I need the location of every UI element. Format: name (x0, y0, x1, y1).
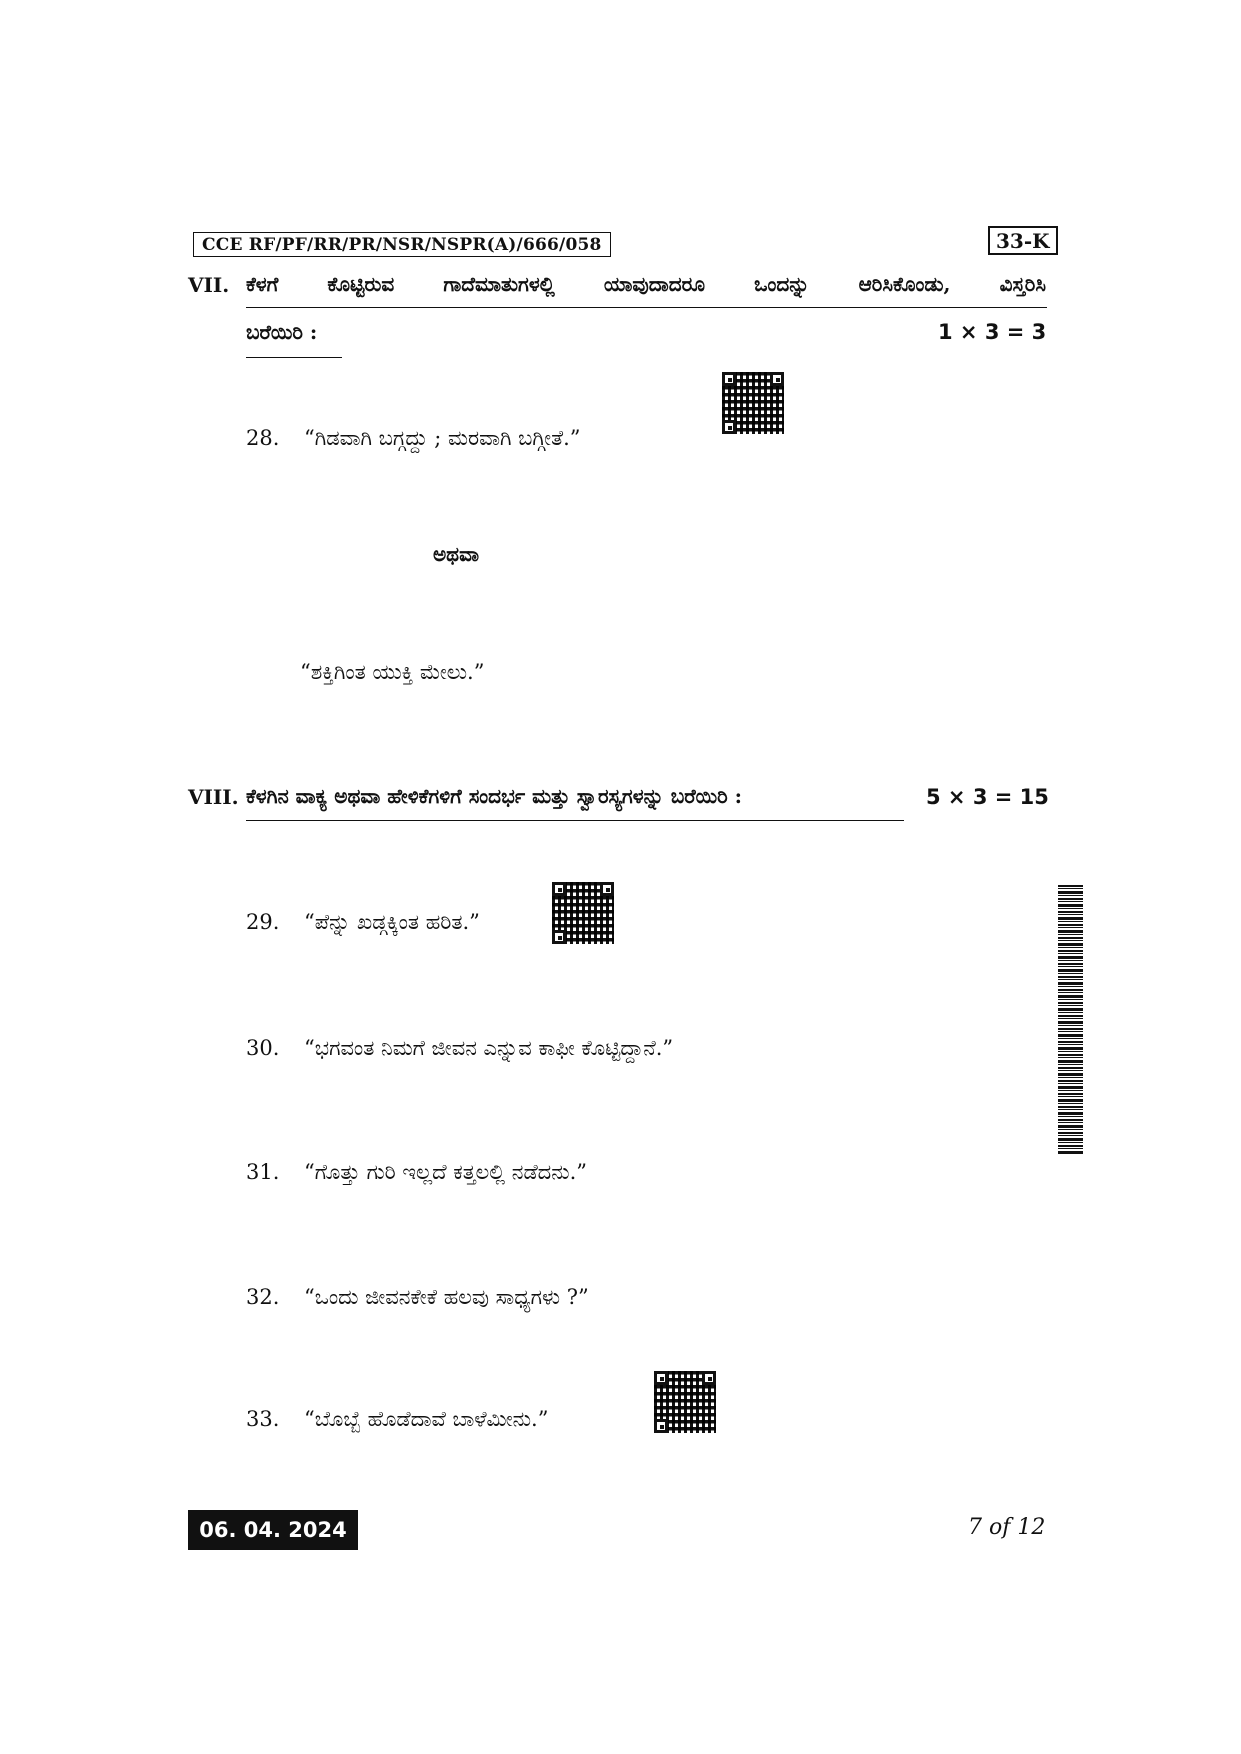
section-vii-marks: 1 × 3 = 3 (938, 320, 1047, 344)
question-33 (246, 1407, 548, 1432)
subject-code: 33-K (988, 226, 1058, 255)
question-number: 30. (246, 1036, 280, 1060)
section-vii-instruction-line2: ಬರೆಯಿರಿ : (246, 320, 318, 344)
question-32 (246, 1285, 589, 1310)
section-vii-number: VII. (188, 273, 230, 297)
question-text: “ಒಂದು ಜೀವನಕೇಕೆ ಹಲವು ಸಾಧ್ಯಗಳು ?” (304, 1285, 589, 1309)
question-text: “ಭಗವಂತ ನಿಮಗೆ ಜೀವನ ಎನ್ನುವ ಕಾಫೀ ಕೊಟ್ಟಿದ್ದಾನೆ.” (304, 1036, 674, 1060)
question-29 (246, 910, 480, 935)
section-vii-underline-2 (246, 357, 342, 358)
section-viii-instruction: ಕೆಳಗಿನ ವಾಕ್ಯ ಅಥವಾ ಹೇಳಿಕೆಗಳಿಗೆ ಸಂದರ್ಭ ಮತ್ತು ಸ್ವಾರಸ್ಯಗಳನ್ನು ಬರೆಯಿರಿ : (246, 784, 743, 808)
question-28-alternative: “ಶಕ್ತಿಗಿಂತ ಯುಕ್ತಿ ಮೇಲು.” (300, 660, 485, 684)
barcode (1058, 885, 1083, 1155)
qr-code (654, 1371, 716, 1433)
question-text: “ಗೊತ್ತು ಗುರಿ ಇಲ್ಲದೆ ಕತ್ತಲಲ್ಲಿ ನಡೆದನು.” (304, 1160, 587, 1184)
question-28 (246, 426, 580, 451)
question-text: “ಪೆನ್ನು ಖಡ್ಗಕ್ಕಿಂತ ಹರಿತ.” (304, 910, 480, 934)
paper-code: CCE RF/PF/RR/PR/NSR/NSPR(A)/666/058 (193, 232, 611, 257)
question-number: 29. (246, 910, 280, 934)
question-number: 33. (246, 1407, 280, 1431)
qr-code (722, 372, 784, 434)
exam-date: 06. 04. 2024 (188, 1510, 358, 1550)
section-viii-underline (246, 820, 904, 821)
question-30 (246, 1036, 673, 1061)
section-viii-marks: 5 × 3 = 15 (926, 785, 1049, 809)
page-number: 7 of 12 (968, 1515, 1046, 1540)
section-vii-underline (246, 307, 1047, 308)
section-vii-instruction-line1: ಕೆಳಗೆ ಕೊಟ್ಟಿರುವ ಗಾದೆಮಾತುಗಳಲ್ಲಿ ಯಾವುದಾದರೂ ಒಂದನ್ನು ಆರಿಸಿಕೊಂಡು, ವಿಸ್ತರಿಸಿ (246, 272, 1046, 296)
question-31 (246, 1160, 587, 1185)
question-text: “ಬೊಬ್ಬೆ ಹೊಡೆದಾವೆ ಬಾಳೆಮೀನು.” (304, 1407, 549, 1431)
question-number: 32. (246, 1285, 280, 1309)
qr-code (552, 882, 614, 944)
question-text: “ಗಿಡವಾಗಿ ಬಗ್ಗದ್ದು ; ಮರವಾಗಿ ಬಗ್ಗೀತೆ.” (304, 426, 581, 450)
question-number: 28. (246, 426, 280, 450)
or-label: ಅಥವಾ (433, 542, 479, 566)
question-number: 31. (246, 1160, 280, 1184)
section-viii-number: VIII. (188, 785, 239, 809)
